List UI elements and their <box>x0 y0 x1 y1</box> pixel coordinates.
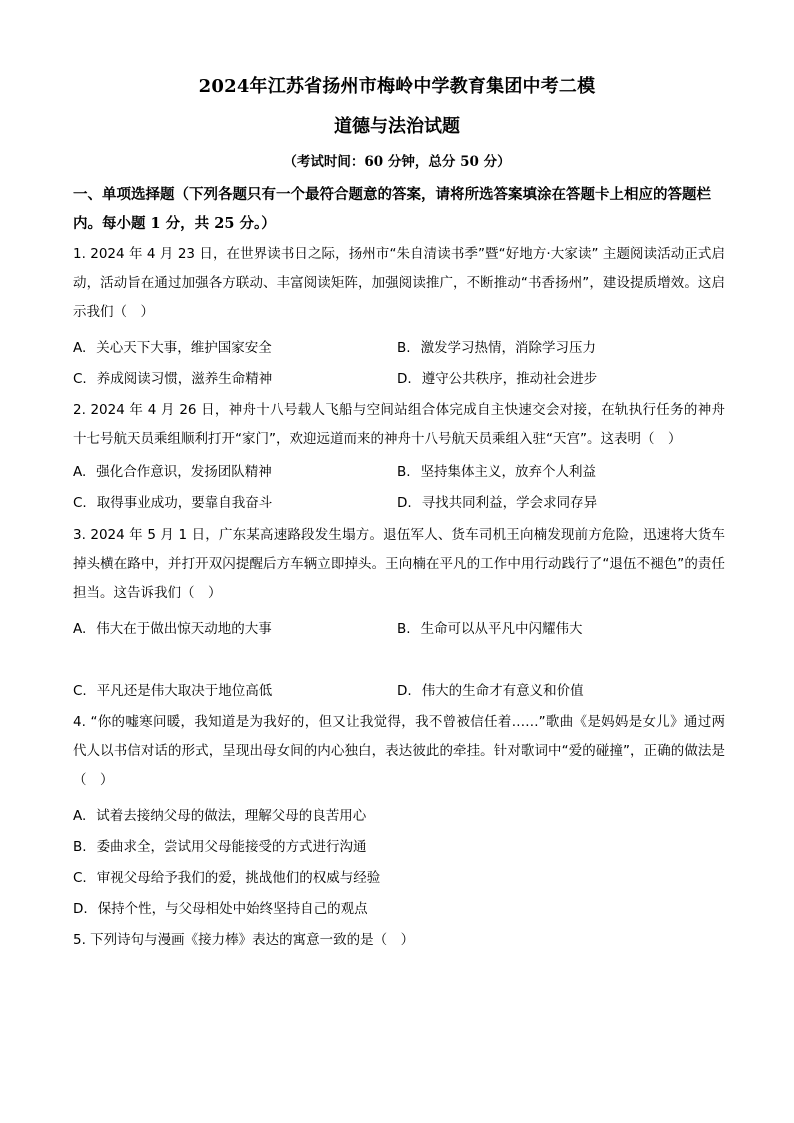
question-3-option-c: C. 平凡还是伟大取决于地位高低 <box>73 683 273 699</box>
question-2-option-c: C. 取得事业成功，要靠自我奋斗 <box>73 495 273 511</box>
exam-title: 2024年江苏省扬州市梅岭中学教育集团中考二模 <box>198 76 596 97</box>
question-4-option-a: A. 试着去接纳父母的做法，理解父母的良苦用心 <box>73 808 367 824</box>
question-4-option-c: C. 审视父母给予我们的爱，挑战他们的权威与经验 <box>73 870 381 886</box>
question-1-option-c: C. 养成阅读习惯，滋养生命精神 <box>73 371 273 387</box>
subject-title: 道德与法治试题 <box>334 116 460 137</box>
question-1-option-b: B. 激发学习热情，消除学习压力 <box>397 340 597 356</box>
question-4-option-d: D. 保持个性，与父母相处中始终坚持自己的观点 <box>73 901 368 917</box>
question-2-option-b: B. 坚持集体主义，放弃个人利益 <box>397 464 597 480</box>
question-1-stem: 1. 2024 年 4 月 23 日，在世界读书日之际，扬州市“朱自清读书季”暨“好地方·大家读” 主题阅读活动正式启动，活动旨在通过加强各方联动、丰富阅读矩阵，加强阅读推广，不断推动“书香扬州”，建设提质增效。这启示我们（ ） <box>73 246 725 320</box>
question-2-option-d: D. 寻找共同利益，学会求同存异 <box>397 495 598 511</box>
question-3-stem: 3. 2024 年 5 月 1 日，广东某高速路段发生塌方。退伍军人、货车司机王向楠发现前方危险，迅速将大货车掉头横在路中，并打开双闪提醒后方车辆立即掉头。王向楠在平凡的工作中用行动践行了“退伍不褪色”的责任担当。这告诉我们（ ） <box>73 527 725 601</box>
question-3-option-a: A. 伟大在于做出惊天动地的大事 <box>73 621 272 637</box>
question-4-option-b: B. 委曲求全，尝试用父母能接受的方式进行沟通 <box>73 839 367 855</box>
question-4-stem: 4. “你的嘘寒问暖，我知道是为我好的，但又让我觉得，我不曾被信任着……”歌曲《是妈妈是女儿》通过两代人以书信对话的形式，呈现出母女间的内心独白，表达彼此的牵挂。针对歌词中“爱的碰撞”，正确的做法是（ ） <box>73 714 725 788</box>
question-3-option-d: D. 伟大的生命才有意义和价值 <box>397 683 584 699</box>
question-2-option-a: A. 强化合作意识，发扬团队精神 <box>73 464 272 480</box>
question-2-stem: 2. 2024 年 4 月 26 日，神舟十八号载人飞船与空间站组合体完成自主快速交会对接，在轨执行任务的神舟十七号航天员乘组顺利打开“家门”，欢迎远道而来的神舟十八号航天员乘组入驻“天宫”。这表明（ ） <box>73 402 725 447</box>
question-1-option-d: D. 遵守公共秩序，推动社会进步 <box>397 371 598 387</box>
question-5-stem: 5. 下列诗句与漫画《接力棒》表达的寓意一致的是（ ） <box>73 932 415 948</box>
question-1-option-a: A. 关心天下大事，维护国家安全 <box>73 340 272 356</box>
exam-info: （考试时间：60 分钟，总分 50 分） <box>283 154 511 170</box>
question-3-option-b: B. 生命可以从平凡中闪耀伟大 <box>397 621 583 637</box>
section-heading: 一、单项选择题（下列各题只有一个最符合题意的答案，请将所选答案填涂在答题卡上相应的答题栏内。每小题 1 分，共 25 分。） <box>73 186 711 232</box>
